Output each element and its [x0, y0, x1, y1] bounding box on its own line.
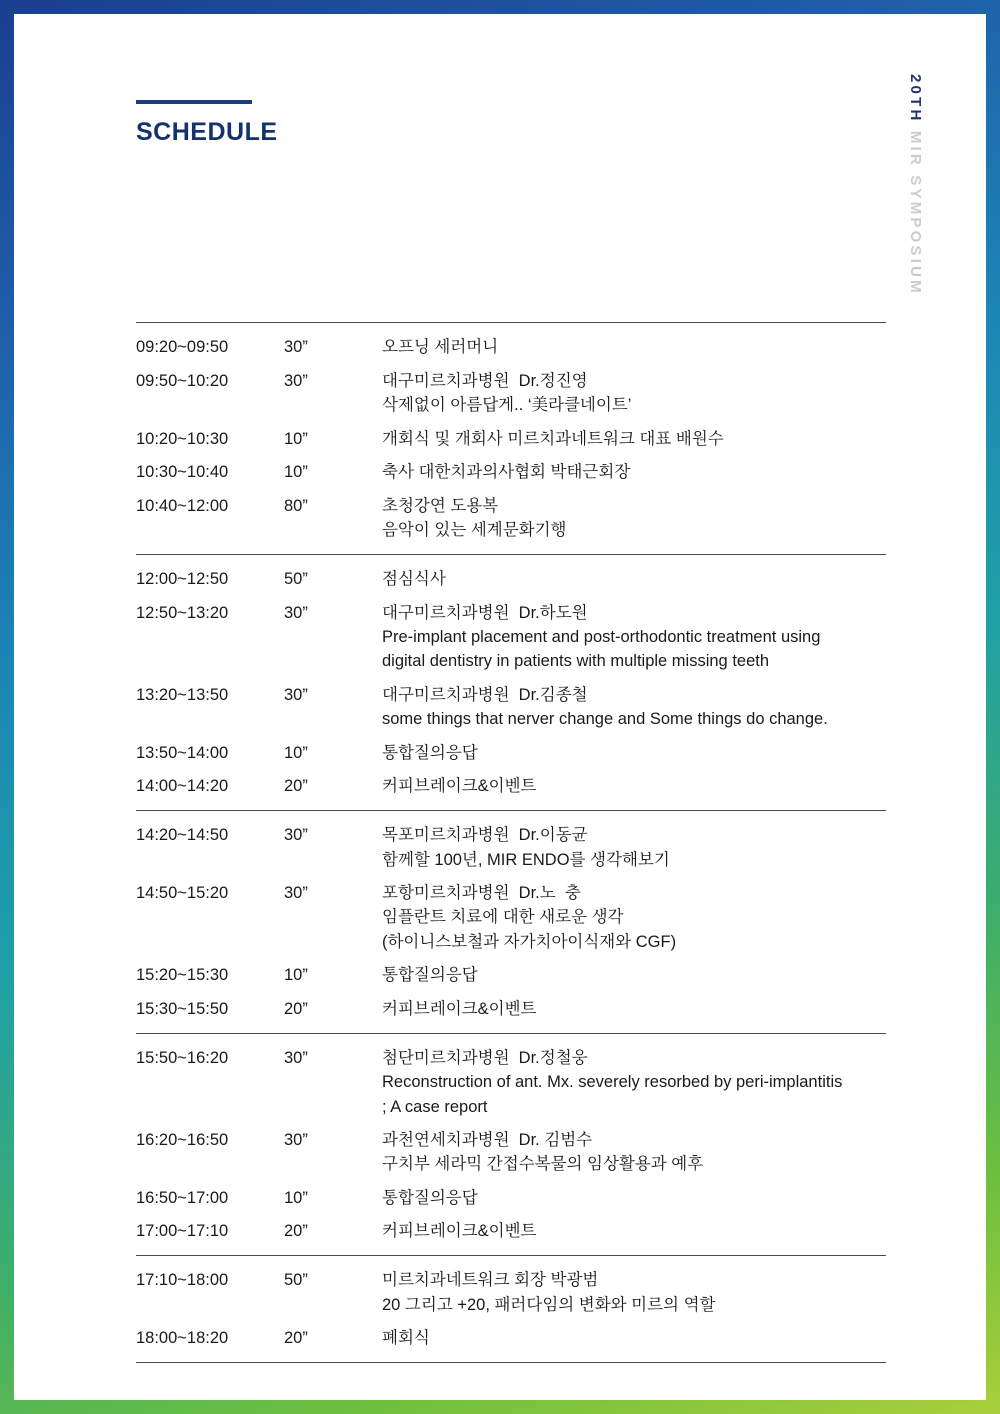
- session-description: [382, 823, 886, 872]
- schedule-group: [136, 1033, 886, 1256]
- session-time: 13:20~13:50: [136, 685, 229, 704]
- session-duration: 10”: [284, 1188, 308, 1207]
- session-time: 17:00~17:10: [136, 1222, 229, 1241]
- session-description-line: 개회식 및 개회사 미르치과네트워크 대표 배원수: [382, 429, 724, 448]
- session-time: 16:20~16:50: [136, 1130, 229, 1149]
- session-time: 09:20~09:50: [136, 338, 229, 356]
- session-time: 10:30~10:40: [136, 463, 229, 482]
- session-duration: 30”: [284, 1048, 308, 1067]
- schedule-row: [136, 774, 886, 799]
- session-description-line: 대구미르치과병원 Dr.하도원: [382, 603, 588, 622]
- session-description: [382, 601, 886, 674]
- session-duration: 30”: [284, 826, 308, 845]
- session-duration: 50”: [284, 1271, 308, 1290]
- schedule-row: [136, 427, 886, 452]
- session-description: [382, 494, 886, 543]
- schedule-row: [136, 997, 886, 1022]
- session-time: 09:50~10:20: [136, 371, 229, 390]
- schedule-row: [136, 823, 886, 872]
- session-description-line: 첨단미르치과병원 Dr.정철웅: [382, 1048, 588, 1067]
- session-time: 13:50~14:00: [136, 743, 229, 762]
- session-duration: 30”: [284, 371, 308, 390]
- schedule-group: [136, 322, 886, 554]
- session-description-line: 오프닝 세러머니: [382, 338, 499, 356]
- page-title: SCHEDULE: [136, 118, 278, 146]
- schedule-row: [136, 1326, 886, 1351]
- session-description-line: Pre-implant placement and post-orthodontic treatment using: [382, 628, 821, 647]
- schedule-row: [136, 1268, 886, 1317]
- session-duration: 20”: [284, 1222, 308, 1241]
- session-description: [382, 460, 886, 484]
- session-description-line: 20 그리고 +20, 패러다임의 변화와 미르의 역할: [382, 1295, 716, 1314]
- schedule-row: [136, 683, 886, 732]
- schedule-row: [136, 601, 886, 674]
- schedule-group: [136, 810, 886, 1033]
- schedule-row: [136, 741, 886, 766]
- session-description-line: 구치부 세라믹 간접수복물의 임상활용과 예후: [382, 1155, 704, 1174]
- session-description: [382, 1326, 886, 1350]
- session-description-line: digital dentistry in patients with multiple missing teeth: [382, 652, 770, 671]
- session-time: 14:20~14:50: [136, 826, 229, 845]
- schedule-row: [136, 881, 886, 954]
- session-description: [382, 741, 886, 765]
- schedule-row: [136, 369, 886, 418]
- session-description-line: (하이니스보철과 자가치아이식재와 CGF): [382, 932, 677, 951]
- session-description: [382, 369, 886, 418]
- session-description-line: 커피브레이크&이벤트: [382, 777, 537, 796]
- session-description-line: 임플란트 치료에 대한 새로운 생각: [382, 908, 624, 927]
- session-description-line: 초청강연 도용복: [382, 497, 499, 516]
- session-time: 14:50~15:20: [136, 883, 229, 902]
- session-time: 10:40~12:00: [136, 497, 229, 516]
- session-time: 17:10~18:00: [136, 1271, 229, 1290]
- schedule-row: [136, 1046, 886, 1119]
- session-time: 12:00~12:50: [136, 569, 229, 588]
- session-description-line: some things that nerver change and Some things do change.: [382, 710, 828, 729]
- vertical-symposium-title: [907, 74, 924, 296]
- session-duration: 50”: [284, 569, 308, 588]
- session-time: 15:30~15:50: [136, 999, 229, 1018]
- session-duration: 10”: [284, 429, 308, 448]
- session-description: [382, 1219, 886, 1243]
- session-time: 16:50~17:00: [136, 1188, 229, 1207]
- schedule-table: [136, 322, 886, 1363]
- vertical-title-strong: 20TH: [907, 74, 924, 124]
- session-description-line: 폐회식: [382, 1329, 430, 1348]
- session-time: 18:00~18:20: [136, 1329, 229, 1348]
- page-content-area: [14, 14, 986, 1400]
- session-description: [382, 683, 886, 732]
- schedule-row: [136, 963, 886, 988]
- session-description-line: 음악이 있는 세계문화기행: [382, 521, 567, 540]
- session-duration: 10”: [284, 743, 308, 762]
- schedule-row: [136, 567, 886, 592]
- schedule-row: [136, 460, 886, 485]
- schedule-row: [136, 1128, 886, 1177]
- session-time: 14:00~14:20: [136, 777, 229, 796]
- session-time: 10:20~10:30: [136, 429, 229, 448]
- schedule-row: [136, 1186, 886, 1211]
- session-description-line: 삭제없이 아름답게.. ‘美라클네이트’: [382, 396, 632, 415]
- session-time: 12:50~13:20: [136, 603, 229, 622]
- session-duration: 10”: [284, 966, 308, 985]
- session-description: [382, 427, 886, 451]
- session-description-line: ; A case report: [382, 1097, 488, 1116]
- session-description: [382, 881, 886, 954]
- session-description: [382, 1128, 886, 1177]
- schedule-row: [136, 494, 886, 543]
- vertical-title-rest: MIR SYMPOSIUM: [907, 123, 924, 296]
- schedule-row: [136, 1219, 886, 1244]
- session-description-line: Reconstruction of ant. Mx. severely resorbed by peri-implantitis: [382, 1073, 843, 1092]
- session-description: [382, 335, 886, 359]
- session-description-line: 포항미르치과병원 Dr.노 충: [382, 883, 581, 902]
- session-description-line: 대구미르치과병원 Dr.김종철: [382, 685, 588, 704]
- header-rule: [136, 100, 252, 104]
- session-duration: 30”: [284, 338, 308, 356]
- session-description-line: 통합질의응답: [382, 1188, 478, 1207]
- session-duration: 20”: [284, 1329, 308, 1348]
- session-duration: 30”: [284, 685, 308, 704]
- session-description-line: 과천연세치과병원 Dr. 김범수: [382, 1130, 593, 1149]
- session-time: 15:50~16:20: [136, 1048, 229, 1067]
- session-duration: 30”: [284, 883, 308, 902]
- session-description-line: 커피브레이크&이벤트: [382, 1222, 537, 1241]
- session-duration: 10”: [284, 463, 308, 482]
- session-description-line: 함께할 100년, MIR ENDO를 생각해보기: [382, 850, 670, 869]
- schedule-row: [136, 335, 886, 360]
- session-description: [382, 567, 886, 591]
- session-description: [382, 997, 886, 1021]
- session-description-line: 대구미르치과병원 Dr.정진영: [382, 371, 588, 390]
- session-duration: 80”: [284, 497, 308, 516]
- session-description-line: 점심식사: [382, 569, 446, 588]
- page-header: [136, 100, 278, 147]
- session-time: 15:20~15:30: [136, 966, 229, 985]
- session-description-line: 커피브레이크&이벤트: [382, 999, 537, 1018]
- session-duration: 20”: [284, 999, 308, 1018]
- session-description: [382, 774, 886, 798]
- schedule-group: [136, 554, 886, 810]
- session-description: [382, 1268, 886, 1317]
- schedule-group: [136, 1255, 886, 1363]
- session-description: [382, 963, 886, 987]
- session-description: [382, 1046, 886, 1119]
- session-description-line: 목포미르치과병원 Dr.이동균: [382, 826, 588, 845]
- session-description-line: 통합질의응답: [382, 743, 478, 762]
- session-duration: 30”: [284, 603, 308, 622]
- session-description-line: 미르치과네트워크 회장 박광범: [382, 1271, 599, 1290]
- session-description-line: 통합질의응답: [382, 966, 478, 985]
- session-duration: 30”: [284, 1130, 308, 1149]
- session-description-line: 축사 대한치과의사협회 박태근회장: [382, 463, 631, 482]
- session-duration: 20”: [284, 777, 308, 796]
- session-description: [382, 1186, 886, 1210]
